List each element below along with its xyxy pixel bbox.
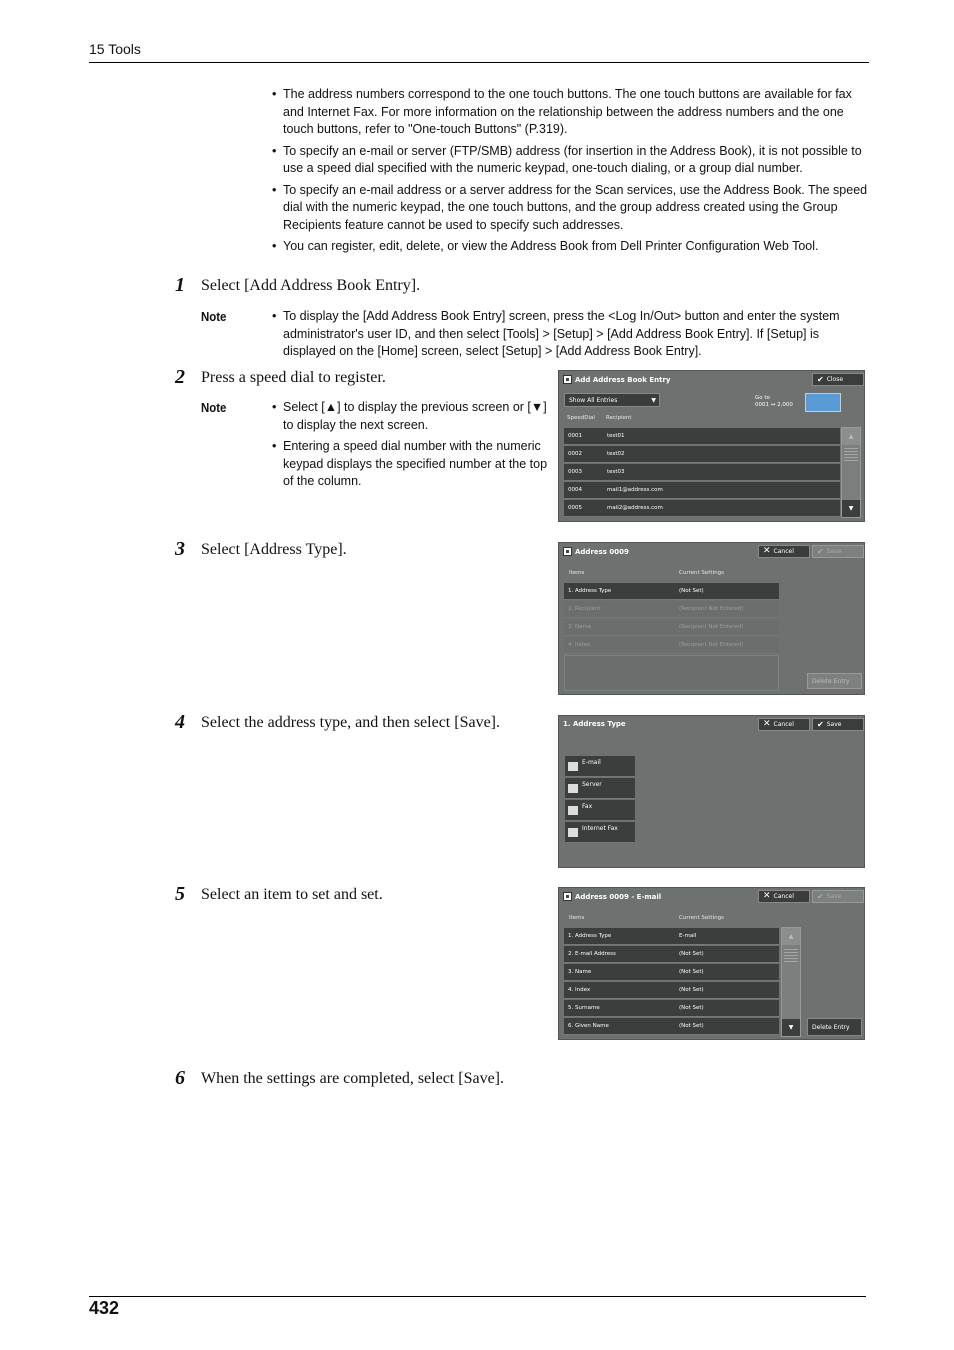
scroll-grip-icon (784, 948, 798, 962)
header-rule (89, 62, 869, 63)
settings-row[interactable]: 4. Index (Not Set) (564, 982, 779, 999)
close-icon: ✕ (763, 719, 771, 729)
screen-address-0009-email (558, 887, 865, 1040)
step-text: Press a speed dial to register. (201, 369, 386, 386)
screen-title: 1. Address Type (563, 720, 626, 728)
speed-dial-row[interactable]: 0002 test02 (564, 446, 840, 463)
check-icon: ✔ (817, 891, 824, 901)
note-label: Note (201, 400, 227, 415)
step-text: Select an item to set and set. (201, 886, 383, 903)
chevron-down-icon: ▼ (651, 396, 656, 404)
cancel-button[interactable]: ✕ Cancel (758, 545, 810, 558)
step-number: 2 (175, 366, 185, 388)
scrollbar[interactable] (841, 427, 861, 518)
column-header: Items (569, 570, 585, 576)
column-header: Recipient (606, 415, 632, 421)
address-book-icon (563, 547, 572, 556)
address-book-icon (563, 375, 572, 384)
internet-fax-icon (568, 828, 578, 837)
screen-title: Address 0009 (563, 547, 629, 556)
settings-row[interactable]: 2. E-mail Address (Not Set) (564, 946, 779, 963)
scrollbar[interactable] (781, 927, 801, 1037)
speed-dial-row[interactable]: 0005 mail2@address.com (564, 500, 840, 517)
settings-row[interactable]: 6. Given Name (Not Set) (564, 1018, 779, 1035)
step-number: 5 (175, 883, 185, 905)
save-button[interactable]: ✔ Save (812, 718, 864, 731)
delete-entry-button[interactable]: Delete Entry (807, 1018, 862, 1036)
scroll-up-button[interactable]: ▲ (782, 928, 800, 945)
settings-row[interactable]: 3. Name (Not Set) (564, 964, 779, 981)
note-list (272, 399, 550, 495)
screen-title: Address 0009 - E-mail (563, 892, 661, 901)
filter-dropdown[interactable]: Show All Entries ▼ (564, 393, 660, 407)
close-icon: ✕ (763, 546, 771, 556)
empty-list-area (564, 655, 779, 691)
check-icon: ✔ (817, 719, 824, 729)
close-button[interactable]: ✔ Close (812, 373, 864, 386)
screen-address-0009 (558, 542, 865, 695)
down-arrow-icon: ▼ (530, 400, 544, 414)
page-number: 432 (89, 1298, 120, 1318)
step-number: 6 (175, 1067, 185, 1089)
step-text: Select [Add Address Book Entry]. (201, 277, 421, 294)
speed-dial-row[interactable]: 0004 mail1@address.com (564, 482, 840, 499)
check-icon: ✔ (817, 546, 824, 556)
settings-row[interactable]: 1. Address Type (Not Set) (564, 583, 779, 600)
column-header: Current Settings (679, 915, 724, 921)
speed-dial-row[interactable]: 0003 test03 (564, 464, 840, 481)
intro-bullet: • The address numbers correspond to the one touch buttons. The one touch buttons are available for fax and Internet Fax. For more information on the relationship between the address numbers and the one touch buttons, refer to "One-touch Buttons" (P.319). (272, 86, 868, 139)
save-button[interactable]: ✔ Save (812, 545, 864, 558)
scroll-up-button[interactable]: ▲ (842, 428, 860, 445)
running-header: 15 Tools (89, 41, 141, 57)
settings-row: 4. Index (Recipient Not Entered) (564, 637, 779, 654)
address-type-internet-fax[interactable]: Internet Fax (565, 822, 635, 843)
intro-bullet: • To specify an e-mail or server (FTP/SMB) address (for insertion in the Address Book), it is not possible to use a speed dial specified with the numeric keypad, one-touch dialing, or a group dial number. (272, 143, 868, 178)
settings-row: 2. Recipient (Recipient Not Entered) (564, 601, 779, 618)
address-type-fax[interactable]: Fax (565, 800, 635, 821)
screen-add-address-book-entry (558, 370, 865, 522)
note-bullet: • To display the [Add Address Book Entry] screen, press the <Log In/Out> button and enter the system administrator's user ID, and then select [Tools] > [Setup] > [Add Address Book Entry]. If [Setup] is displayed on the [Home] screen, select [Setup] > [Add Address Book Entry]. (272, 308, 868, 361)
step-text: Select the address type, and then select [Save]. (201, 714, 500, 731)
save-button[interactable]: ✔ Save (812, 890, 864, 903)
cancel-button[interactable]: ✕ Cancel (758, 890, 810, 903)
goto-input[interactable] (805, 393, 841, 412)
speed-dial-row[interactable]: 0001 test01 (564, 428, 840, 445)
address-type-server[interactable]: Server (565, 778, 635, 799)
close-icon: ✕ (763, 891, 771, 901)
step-number: 3 (175, 538, 185, 560)
note-label: Note (201, 309, 227, 324)
intro-bullet: • To specify an e-mail address or a server address for the Scan services, use the Address Book. The speed dial with the numeric keypad, the one touch buttons, and the group address created using the Group Recipients feature cannot be used to specify such addresses. (272, 182, 868, 235)
envelope-icon (568, 762, 578, 771)
step-text: When the settings are completed, select [Save]. (201, 1070, 504, 1087)
scroll-grip-icon (844, 447, 858, 461)
settings-row[interactable]: 1. Address Type E-mail (564, 928, 779, 945)
server-icon (568, 784, 578, 793)
address-type-email[interactable]: E-mail (565, 756, 635, 777)
screen-address-type (558, 715, 865, 868)
intro-bullet: • You can register, edit, delete, or view the Address Book from Dell Printer Configuration Web Tool. (272, 238, 868, 256)
goto-label: Go to 0001 ↔ 2,000 (755, 395, 793, 408)
footer-rule (89, 1296, 866, 1297)
note-bullet: • Select [▲] to display the previous screen or [▼] to display the next screen. (272, 399, 550, 434)
column-header: Items (569, 915, 585, 921)
scroll-down-button[interactable]: ▼ (782, 1019, 800, 1036)
cancel-button[interactable]: ✕ Cancel (758, 718, 810, 731)
note-list (272, 308, 868, 365)
address-book-icon (563, 892, 572, 901)
screen-title: Add Address Book Entry (563, 375, 670, 384)
column-header: Current Settings (679, 570, 724, 576)
settings-row: 3. Name (Recipient Not Entered) (564, 619, 779, 636)
settings-row[interactable]: 5. Surname (Not Set) (564, 1000, 779, 1017)
intro-bullet-list (272, 86, 868, 260)
scroll-down-button[interactable]: ▼ (842, 500, 860, 517)
step-number: 4 (175, 711, 185, 733)
note-bullet: • Entering a speed dial number with the numeric keypad displays the specified number at the top of the column. (272, 438, 550, 491)
step-text: Select [Address Type]. (201, 541, 347, 558)
step-number: 1 (175, 274, 185, 296)
check-icon: ✔ (817, 374, 824, 384)
fax-icon (568, 806, 578, 815)
column-header: SpeedDial (567, 415, 595, 421)
up-arrow-icon: ▲ (324, 400, 338, 414)
delete-entry-button: Delete Entry (807, 673, 862, 689)
